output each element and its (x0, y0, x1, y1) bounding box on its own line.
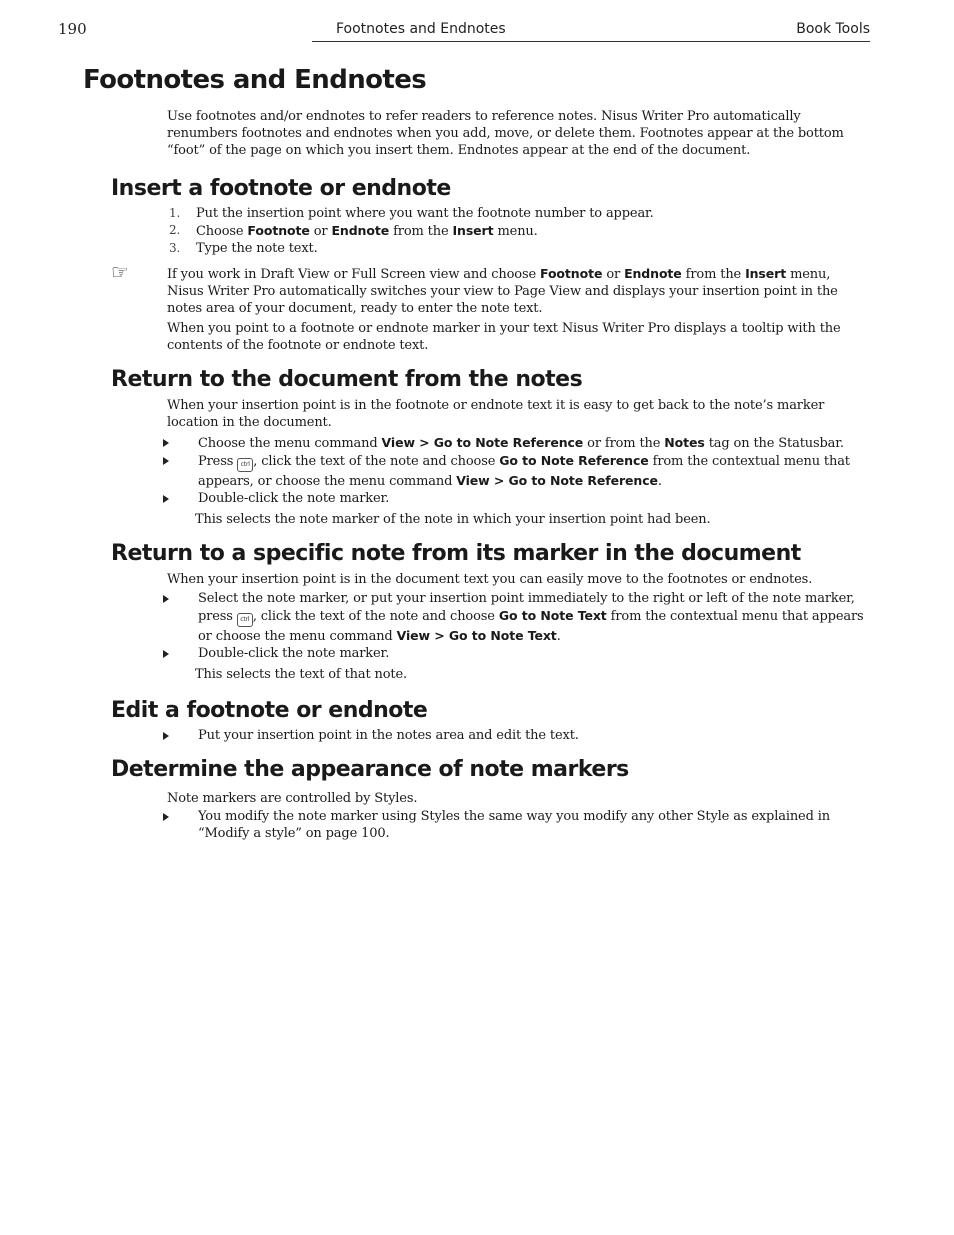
list-item (162, 452, 868, 490)
list-item (162, 645, 868, 662)
step-text: Put the insertion point where you want the footnote number to appear. (196, 206, 654, 221)
menu-command: Go to Note Text (498, 608, 607, 623)
item-text: Select the note marker, or put your insertion point immediately to the right or left of the note marker, press (198, 591, 855, 624)
item-text: , click the text of the note and choose (253, 454, 500, 469)
menu-command: View > Go to Note Reference (456, 473, 658, 488)
return-document-result: This selects the note marker of the note in which your insertion point had been. (195, 512, 711, 527)
heading-insert: Insert a footnote or endnote (111, 176, 451, 201)
menu-command: View > Go to Note Reference (381, 435, 584, 450)
step-number: 2. (169, 223, 181, 237)
menu-insert: Insert (745, 266, 787, 281)
page-title: Footnotes and Endnotes (83, 65, 427, 95)
list-item (162, 490, 868, 507)
header-section: Book Tools (796, 21, 870, 37)
bullet-triangle-icon (163, 595, 169, 603)
pointing-hand-icon: ☞ (111, 260, 129, 284)
step-text: or (309, 224, 332, 239)
heading-return-note: Return to a specific note from its marker in the document (111, 541, 801, 566)
list-item (162, 590, 868, 645)
menu-item-footnote: Footnote (540, 266, 603, 281)
step-text: Type the note text. (196, 241, 318, 256)
intro-paragraph: Use footnotes and/or endnotes to refer readers to reference notes. Nisus Writer Pro automatically renumbers footnotes and endnotes when you add, move, or delete them. Footnotes appear at the bottom “foot” of the page on which you insert them. Endnotes appear at the end of the document. (167, 109, 844, 158)
item-text: from the contextual menu that appears, or choose the menu command (198, 454, 850, 489)
item-text: , click the text of the note and choose (252, 609, 499, 624)
item-text: . (556, 629, 561, 644)
menu-command: Go to Note Reference (499, 453, 649, 468)
list-item (167, 240, 867, 257)
page-content (0, 60, 954, 842)
return-document-intro: When your insertion point is in the footnote or endnote text it is easy to get back to the note’s marker location in the document. (167, 398, 825, 430)
list-item (167, 205, 867, 222)
bullet-triangle-icon (163, 813, 169, 821)
insert-steps-list (167, 205, 867, 257)
item-text: Press (198, 454, 238, 469)
menu-item-endnote: Endnote (331, 223, 390, 238)
item-text: . (657, 474, 662, 489)
tip-text: from the (681, 267, 746, 282)
return-note-list (162, 590, 868, 662)
return-note-result: This selects the text of that note. (195, 667, 408, 682)
header-chapter: Footnotes and Endnotes (336, 21, 506, 37)
list-item (162, 727, 868, 744)
menu-insert: Insert (452, 223, 494, 238)
item-text: tag on the Statusbar. (704, 436, 844, 451)
heading-markers: Determine the appearance of note markers (111, 757, 629, 782)
item-text: from the contextual menu that appears or choose the menu command (198, 609, 864, 644)
heading-edit: Edit a footnote or endnote (111, 698, 428, 723)
step-text: menu. (493, 224, 538, 239)
markers-list (162, 808, 868, 842)
bullet-triangle-icon (163, 650, 169, 658)
bullet-triangle-icon (163, 457, 169, 465)
item-text: Put your insertion point in the notes area and edit the text. (198, 728, 579, 743)
step-text: from the (389, 224, 453, 239)
list-item (162, 434, 868, 452)
tip-text: menu, Nisus Writer Pro automatically switches your view to Page View and displays your insertion point in the notes area of your document, ready to enter the note text. (167, 267, 838, 316)
menu-item-endnote: Endnote (624, 266, 682, 281)
step-text: Choose (196, 224, 248, 239)
bullet-triangle-icon (163, 732, 169, 740)
item-text: You modify the note marker using Styles the same way you modify any other Style as explained in “Modify a style” on page 100. (198, 809, 830, 841)
header-rule (312, 41, 870, 42)
tip-paragraph-2: When you point to a footnote or endnote marker in your text Nisus Writer Pro displays a tooltip with the contents of the footnote or endnote text. (167, 321, 841, 353)
bullet-triangle-icon (163, 495, 169, 503)
step-number: 1. (169, 206, 181, 220)
heading-return-document: Return to the document from the notes (111, 367, 583, 392)
ctrl-key-icon: ctrl (237, 613, 253, 627)
item-text: Double-click the note marker. (198, 491, 390, 506)
tip-text: If you work in Draft View or Full Screen view and choose (167, 267, 541, 282)
page-number: 190 (58, 20, 87, 38)
tip-block (0, 260, 954, 354)
ctrl-key-icon: ctrl (237, 458, 253, 472)
step-number: 3. (169, 241, 181, 255)
return-note-intro: When your insertion point is in the document text you can easily move to the footnotes or endnotes. (167, 572, 813, 587)
markers-intro: Note markers are controlled by Styles. (167, 791, 418, 806)
bullet-triangle-icon (163, 439, 169, 447)
item-text: or from the (583, 436, 665, 451)
menu-command: View > Go to Note Text (396, 628, 557, 643)
edit-list (162, 727, 868, 744)
tip-paragraph (167, 265, 867, 317)
tip-text: or (602, 267, 625, 282)
list-item (167, 222, 867, 240)
statusbar-tag: Notes (664, 435, 705, 450)
menu-item-footnote: Footnote (247, 223, 310, 238)
return-document-list (162, 434, 868, 507)
item-text: Double-click the note marker. (198, 646, 390, 661)
list-item (162, 808, 868, 842)
item-text: Choose the menu command (198, 436, 382, 451)
page-header (58, 20, 870, 42)
